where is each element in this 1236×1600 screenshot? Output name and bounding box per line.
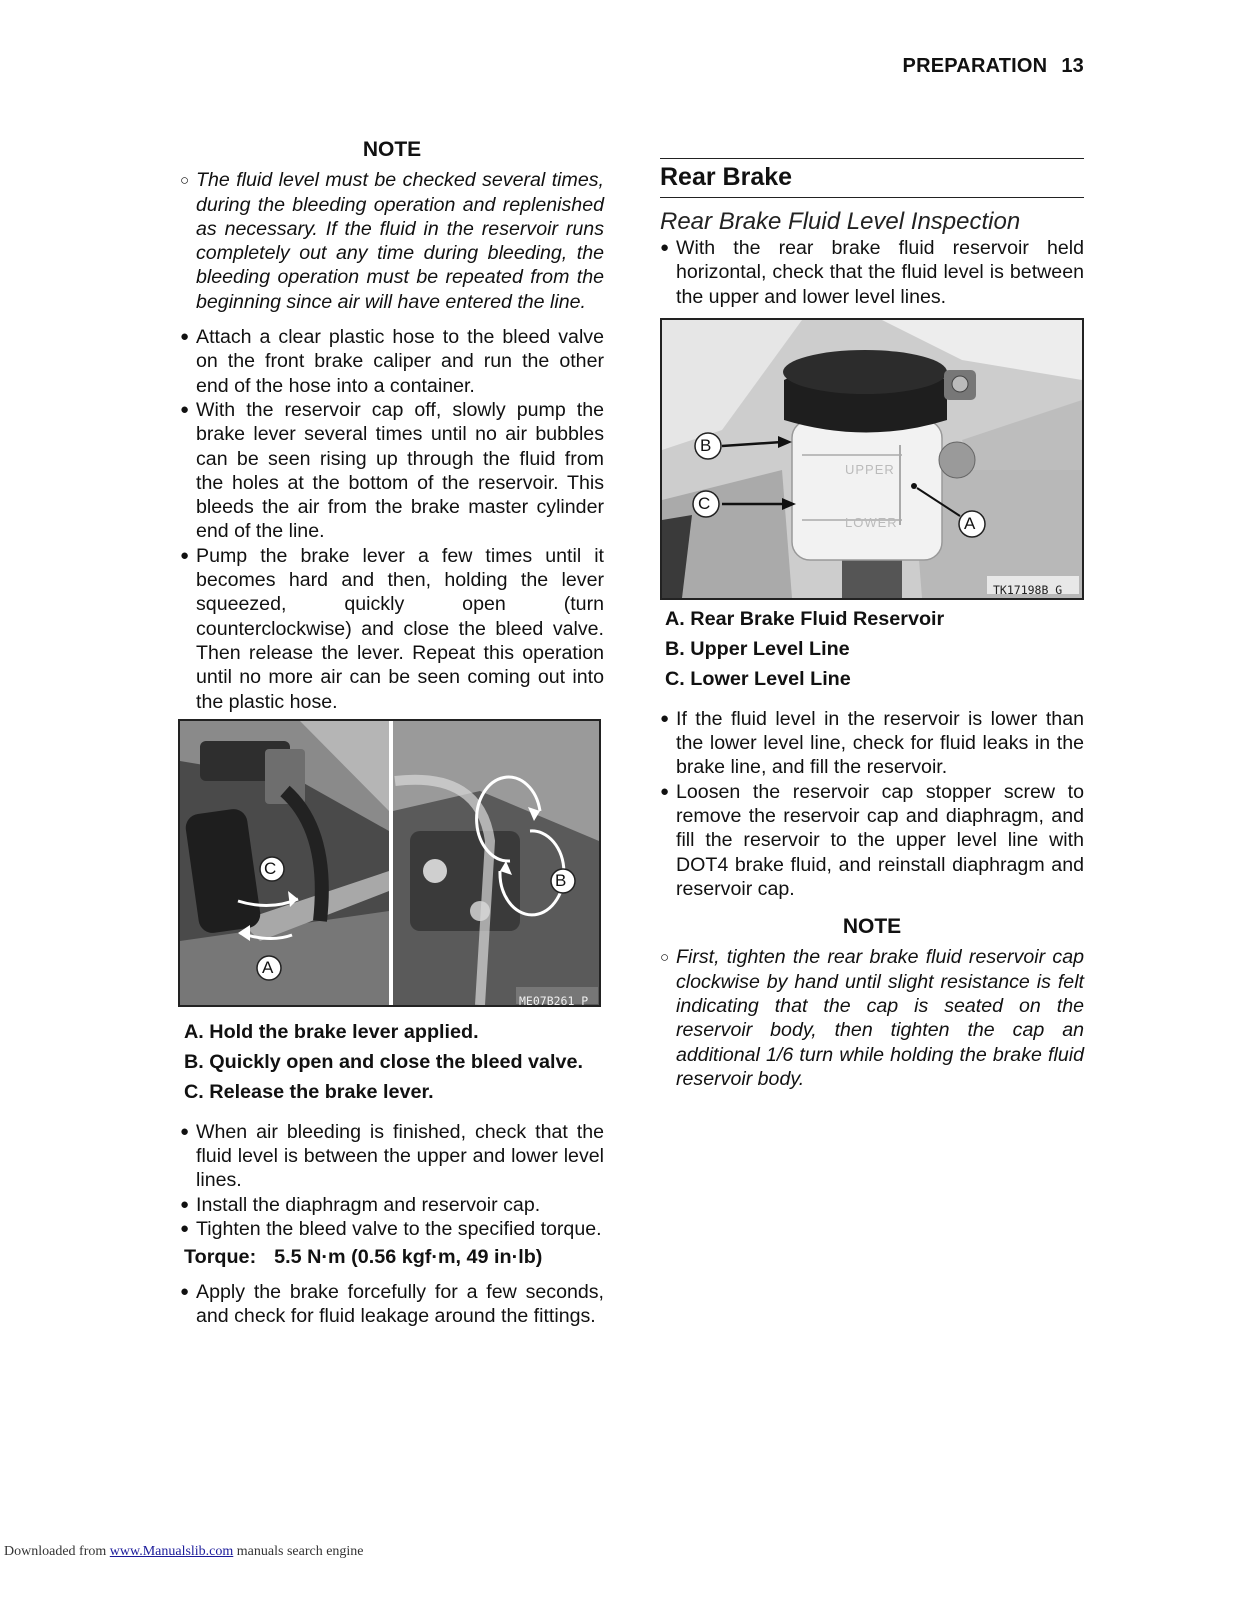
callout-label-a: A — [262, 957, 274, 977]
bullet-icon: ● — [660, 782, 670, 800]
torque-spec — [184, 1245, 604, 1269]
caption-item: A. Hold the brake lever applied. — [184, 1020, 479, 1043]
section-name: PREPARATION — [902, 55, 1048, 77]
caption-item: C. Release the brake lever. — [184, 1081, 434, 1104]
page-header — [903, 55, 1084, 78]
figure-captions — [665, 604, 1084, 695]
figure-code: TK17198B G — [993, 582, 1063, 597]
callout-label-c: C — [264, 858, 277, 878]
list-item: ● Apply the brake forcefully for a few seconds, and check for fluid leakage around the fittings. — [180, 1280, 604, 1327]
caption-item: A. Rear Brake Fluid Reservoir — [665, 607, 945, 630]
caption-item: C. Lower Level Line — [665, 668, 851, 691]
caption-item: B. Quickly open and close the bleed valve. — [184, 1051, 584, 1074]
right-column — [660, 158, 1084, 1091]
note-text: First, tighten the rear brake fluid reservoir cap clockwise by hand until slight resistance is felt indicating that the cap is seated on the reservoir body, then tighten the cap an additional 1/6 turn while holding the brake fluid reservoir body. — [676, 946, 1084, 1090]
note-text: The fluid level must be checked several times, during the bleeding operation and replenished as necessary. If the fluid in the reservoir runs completely out any time during bleeding, the bleeding operation must be repeated from the beginning since air will have entered the line. — [196, 169, 604, 313]
bullet-icon: ● — [180, 546, 190, 564]
note-paragraph — [660, 945, 1084, 1091]
callout-label-b: B — [555, 870, 567, 890]
callout-label-b: B — [700, 435, 712, 455]
torque-value: 5.5 N·m (0.56 kgf·m, 49 in·lb) — [274, 1246, 543, 1269]
hollow-bullet-icon: ○ — [180, 172, 190, 190]
reservoir-photo — [660, 318, 1084, 600]
bullet-icon: ● — [660, 239, 670, 256]
list-item: ● When air bleeding is finished, check that the fluid level is between the upper and lower level lines. — [180, 1120, 604, 1192]
footer-prefix: Downloaded from — [4, 1544, 107, 1559]
bullet-icon: ● — [180, 1282, 190, 1300]
bullet-icon: ● — [180, 328, 190, 346]
bullet-icon: ● — [180, 1195, 190, 1213]
brake-bleeding-photo — [178, 719, 601, 1007]
brake-lever-illustration — [180, 721, 599, 1005]
section-title: Rear Brake — [660, 163, 793, 191]
caption-item: B. Upper Level Line — [665, 638, 850, 661]
callout-label-a: A — [964, 513, 976, 533]
download-footer — [4, 1544, 364, 1560]
list-item: ● Install the diaphragm and reservoir cap. — [180, 1193, 541, 1216]
list-item: ● Loosen the reservoir cap stopper screw to remove the reservoir cap and diaphragm, and fill the reservoir to the upper level line with DOT4 brake fluid, and reinstall diaphragm and reservoir cap. — [660, 780, 1084, 900]
list-item: ● If the fluid level in the reservoir is lower than the lower level line, check for fluid leaks in the brake line, and fill the reservoir. — [660, 707, 1084, 779]
note-heading: NOTE — [842, 915, 902, 939]
footer-suffix: manuals search engine — [236, 1544, 364, 1559]
figure-captions — [184, 1017, 604, 1108]
figure-code: ME07B261 P — [519, 993, 589, 1007]
note-paragraph — [180, 168, 604, 314]
callout-label-c: C — [698, 493, 711, 513]
bullet-icon: ● — [660, 709, 670, 727]
hollow-bullet-icon: ○ — [660, 949, 670, 967]
list-item: ● Attach a clear plastic hose to the bleed valve on the front brake caliper and run the other end of the hose into a container. — [180, 326, 604, 397]
upper-mark: UPPER — [845, 461, 895, 477]
bullet-icon: ● — [180, 400, 190, 418]
list-item: ● Pump the brake lever a few times until it becomes hard and then, holding the lever squeezed, quickly open (turn counterclockwise) and close the bleed valve. Then release the lever. Repeat this operation until no more air can be seen coming out into the plastic hose. — [180, 544, 604, 713]
footer-link[interactable]: www.Manualslib.com — [109, 1544, 234, 1559]
left-column — [180, 138, 604, 1328]
section-rule-bottom — [660, 197, 1084, 198]
note-heading: NOTE — [362, 138, 422, 161]
lower-mark: LOWER — [845, 514, 898, 530]
bullet-icon: ● — [180, 1219, 190, 1237]
bullet-icon: ● — [180, 1122, 190, 1140]
subsection-title: Rear Brake Fluid Level Inspection — [660, 208, 1021, 235]
page-number: 13 — [1061, 55, 1084, 77]
list-item: ● With the rear brake fluid reservoir held horizontal, check that the fluid level is between the upper and lower level lines. — [660, 237, 1084, 308]
list-item: ● Tighten the bleed valve to the specified torque. — [180, 1217, 602, 1240]
torque-label: Torque: — [184, 1246, 257, 1269]
list-item: ● With the reservoir cap off, slowly pump the brake lever several times until no air bubbles can be seen rising up through the fluid from the holes at the bottom of the reservoir. This bleeds the air from the brake master cylinder end of the line. — [180, 398, 604, 543]
